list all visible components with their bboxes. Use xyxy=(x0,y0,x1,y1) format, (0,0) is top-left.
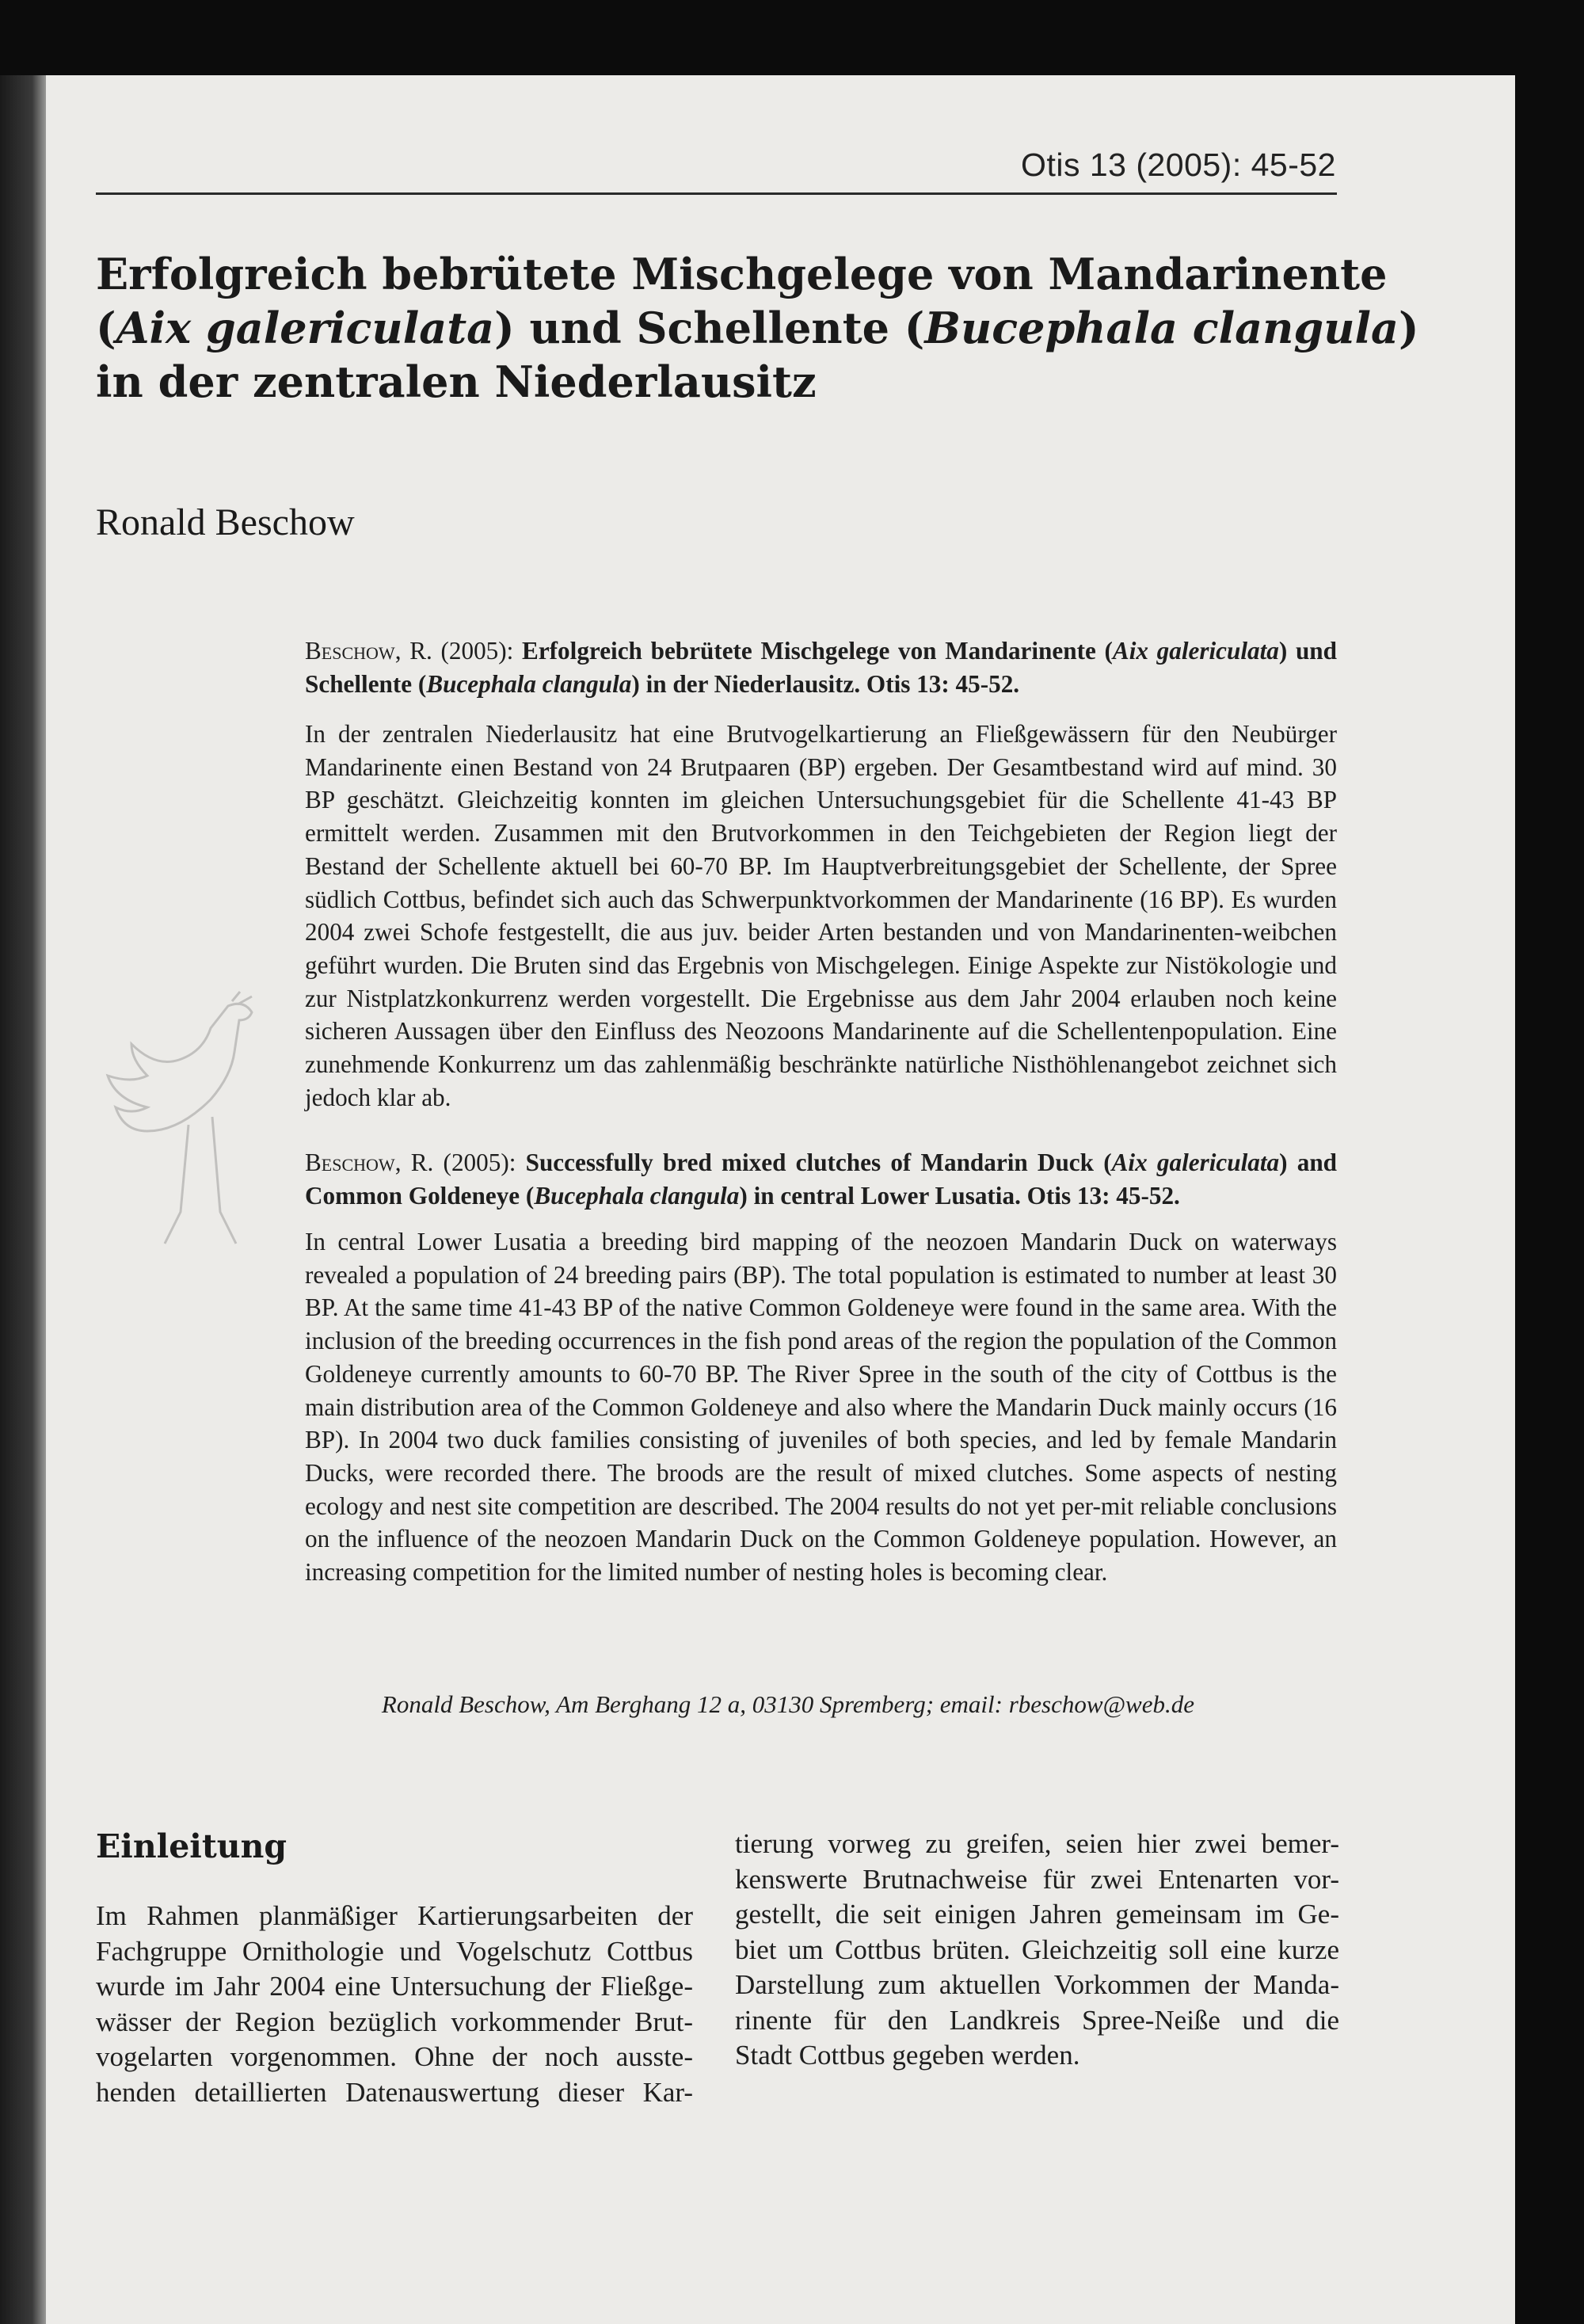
intro-left-line: wässer der Region bezüglich vorkommender Brut- xyxy=(96,2006,693,2037)
intro-right-column xyxy=(735,1827,1339,2074)
scan-border-right xyxy=(1515,0,1584,2324)
article-title xyxy=(96,247,1419,409)
intro-left-column xyxy=(96,1899,693,2110)
intro-right-line: Darstellung zum aktuellen Vorkommen der Manda- xyxy=(735,1969,1339,2000)
author-address: Ronald Beschow, Am Berghang 12 a, 03130 Spremberg; email: rbeschow@web.de xyxy=(381,1690,1194,1718)
running-head: Otis 13 (2005): 45-52 xyxy=(1021,147,1336,183)
intro-right-line: gestellt, die seit einigen Jahren gemeinsam im Ge- xyxy=(735,1899,1339,1930)
abstract-en-text: In central Lower Lusatia a breeding bird mapping of the neozoen Mandarin Duck on waterways revealed a population of 24 breeding pairs (BP). The total population is estimated to number at least 30 BP. At the same time 41-43 BP of the native Common Goldeneye were found in the same area. With the inclusion of the breeding occurrences in the fish pond areas of the region the population of the Common Goldeneye currently amounts to 60-70 BP. The River Spree in the south of the city of Cottbus is the main distribution area of the Common Goldeneye and also where the Mandarin Duck mainly occurs (16 BP). In 2004 two duck families consisting of juveniles of both species, and led by female Mandarin Ducks, were recorded there. The broods are the result of mixed clutches. Some aspects of nesting ecology and nest site competition are described. The 2004 results do not yet per-mit reliable conclusions on the influence of the neozoen Mandarin Duck on the Common Goldeneye population. However, an increasing competition for the limited number of nesting holes is becoming clear. xyxy=(305,1228,1337,1587)
intro-right-line: kenswerte Brutnachweise für zwei Entenarten vor- xyxy=(735,1863,1339,1895)
intro-right-line: tierung vorweg zu greifen, seien hier zwei bemer- xyxy=(735,1828,1339,1859)
intro-right-line: Stadt Cottbus gegeben werden. xyxy=(735,2040,1080,2071)
intro-right-line: rinente für den Landkreis Spree-Neiße und die xyxy=(735,2004,1339,2036)
bustard-watermark-image xyxy=(93,990,284,1275)
intro-left-line: Fachgruppe Ornithologie und Vogelschutz Cottbus xyxy=(96,1935,693,1967)
title-line-1: Erfolgreich bebrütete Mischgelege von Mandarinente xyxy=(96,249,1388,299)
scan-border-top xyxy=(0,0,1584,75)
page-binding-shadow xyxy=(0,75,46,2324)
abstract-de-text: In der zentralen Niederlausitz hat eine Brutvogelkartierung an Fließgewässern für den Neubürger Mandarinente einen Bestand von 24 Brutpaaren (BP) ergeben. Der Gesamtbestand wird auf mind. 30 BP geschätzt. Gleichzeitig konnten im gleichen Untersuchungsgebiet für die Schellente 41-43 BP ermittelt werden. Zusammen mit den Brutvorkommen in den Teichgebieten der Region liegt der Bestand der Schellente aktuell bei 60-70 BP. Im Hauptverbreitungsgebiet der Schellente, der Spree südlich Cottbus, befindet sich auch das Schwerpunktvorkommen der Mandarinente (16 BP). Es wurden 2004 zwei Schofe festgestellt, die aus juv. beider Arten bestanden und von Mandarinenten-weibchen geführt wurden. Die Bruten sind das Ergebnis von Mischgelegen. Einige Aspekte zur Nistökologie und zur Nistplatzkonkurrenz werden vorgestellt. Die Ergebnisse aus dem Jahr 2004 erlauben noch keine sicheren Aussagen über den Einfluss des Neozoons Mandarinente auf die Schellentenpopulation. Eine zunehmende Konkurrenz um das zahlenmäßig beschränkte natürliche Nisthöhlenangebot zeichnet sich jedoch klar ab. xyxy=(305,720,1337,1111)
title-line-2: (Aix galericulata) und Schellente (Bucephala clangula) xyxy=(96,303,1419,353)
abstract-de-citation: Beschow, R. (2005): Erfolgreich bebrütete Mischgelege von Mandarinente (Aix galericulata) und Schellente (Bucephala clangula) in der Niederlausitz. Otis 13: 45-52. xyxy=(305,637,1338,698)
intro-left-line: vogelarten vorgenommen. Ohne der noch ausste- xyxy=(96,2041,693,2072)
abstract-en-citation: Beschow, R. (2005): Successfully bred mixed clutches of Mandarin Duck (Aix galericulata) and Common Goldeneye (Bucephala clangula) in central Lower Lusatia. Otis 13: 45-52. xyxy=(305,1149,1338,1210)
title-line-3: in der zentralen Niederlausitz xyxy=(96,356,817,407)
intro-left-line: wurde im Jahr 2004 eine Untersuchung der Fließge- xyxy=(96,1971,693,2002)
intro-left-line: henden detaillierten Datenauswertung dieser Kar- xyxy=(96,2076,693,2108)
section-heading-einleitung: Einleitung xyxy=(96,1827,287,1865)
intro-right-line: biet um Cottbus brüten. Gleichzeitig soll eine kurze xyxy=(735,1933,1339,1965)
author-name: Ronald Beschow xyxy=(96,501,355,543)
intro-left-line: Im Rahmen planmäßiger Kartierungsarbeiten der xyxy=(96,1900,693,1931)
header-rule xyxy=(96,192,1337,195)
